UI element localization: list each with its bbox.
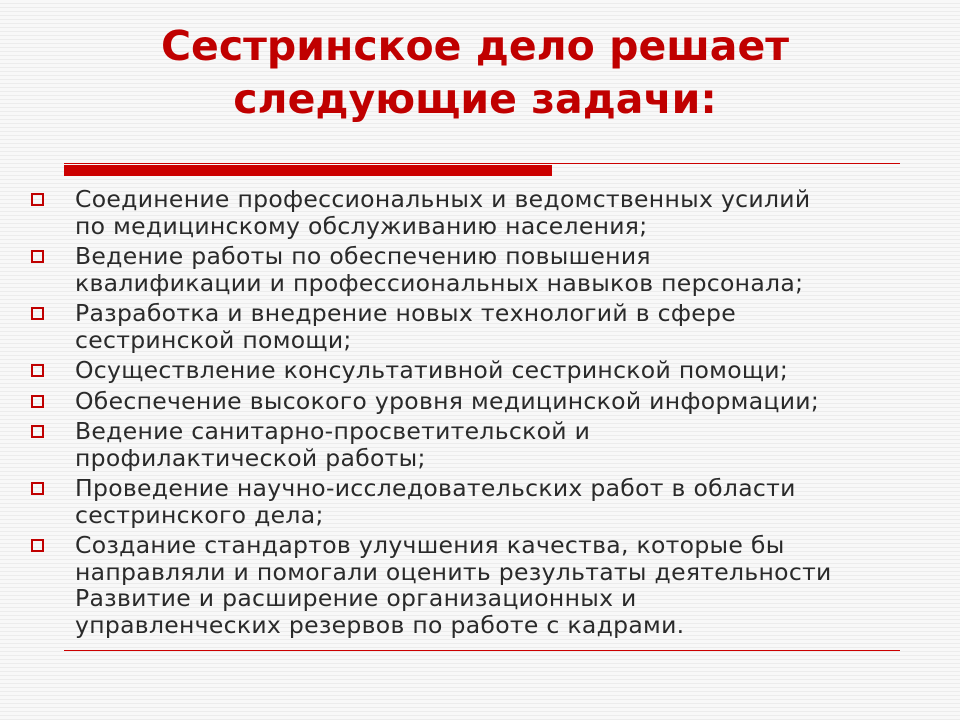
task-item-text-line: Обеспечение высокого уровня медицинской информации; bbox=[75, 386, 820, 415]
task-list-item bbox=[30, 418, 940, 471]
task-list-item bbox=[30, 186, 940, 239]
task-item-text-line: управленческих резервов по работе с кадрами. bbox=[75, 610, 685, 639]
hollow-square-bullet-icon bbox=[31, 482, 44, 495]
task-item-text-line: Соединение профессиональных и ведомственных усилий bbox=[75, 185, 811, 213]
hollow-square-bullet-icon bbox=[31, 395, 44, 408]
hollow-square-bullet-icon bbox=[31, 539, 44, 552]
hollow-square-bullet-icon bbox=[31, 193, 44, 206]
task-item-text-line: Осуществление консультативной сестринской помощи; bbox=[75, 356, 789, 384]
task-list-item bbox=[30, 532, 940, 638]
task-item-text-line: квалификации и профессиональных навыков персонала; bbox=[75, 268, 804, 297]
hollow-square-bullet-icon bbox=[31, 425, 44, 438]
hollow-square-bullet-icon bbox=[31, 250, 44, 263]
title-underline-thick bbox=[64, 165, 552, 176]
task-list-item bbox=[30, 475, 940, 528]
task-item-text-line: сестринской помощи; bbox=[75, 325, 352, 354]
task-list-item bbox=[30, 388, 940, 415]
hollow-square-bullet-icon bbox=[31, 307, 44, 320]
hollow-square-bullet-icon bbox=[31, 364, 44, 377]
title-line-2: следующие задачи: bbox=[233, 75, 717, 123]
task-item-text-line: по медицинскому обслуживанию населения; bbox=[75, 211, 648, 240]
task-list-item bbox=[30, 357, 940, 384]
task-item-text-line: Развитие и расширение организационных и bbox=[75, 584, 637, 612]
task-item-text-line: Ведение работы по обеспечению повышения bbox=[75, 242, 651, 270]
task-item-text-line: направляли и помогали оценить результаты деятельности bbox=[75, 557, 832, 586]
task-item-text-line: Ведение санитарно-просветительской и bbox=[75, 417, 591, 445]
task-item-text-line: Разработка и внедрение новых технологий в сфере bbox=[75, 299, 736, 327]
bottom-rule bbox=[64, 650, 900, 651]
task-list-item bbox=[30, 243, 940, 296]
task-item-text-line: профилактической работы; bbox=[75, 443, 426, 472]
title-underline-thin bbox=[64, 163, 900, 164]
task-item-text-line: Проведение научно-исследовательских работ в области bbox=[75, 474, 796, 502]
title-line-1: Сестринское дело решает bbox=[160, 22, 790, 70]
task-list-item bbox=[30, 300, 940, 353]
task-list bbox=[30, 186, 940, 642]
task-item-text-line: сестринского дела; bbox=[75, 500, 324, 529]
slide-title bbox=[60, 20, 890, 126]
task-item-text-line: Создание стандартов улучшения качества, которые бы bbox=[75, 531, 785, 559]
